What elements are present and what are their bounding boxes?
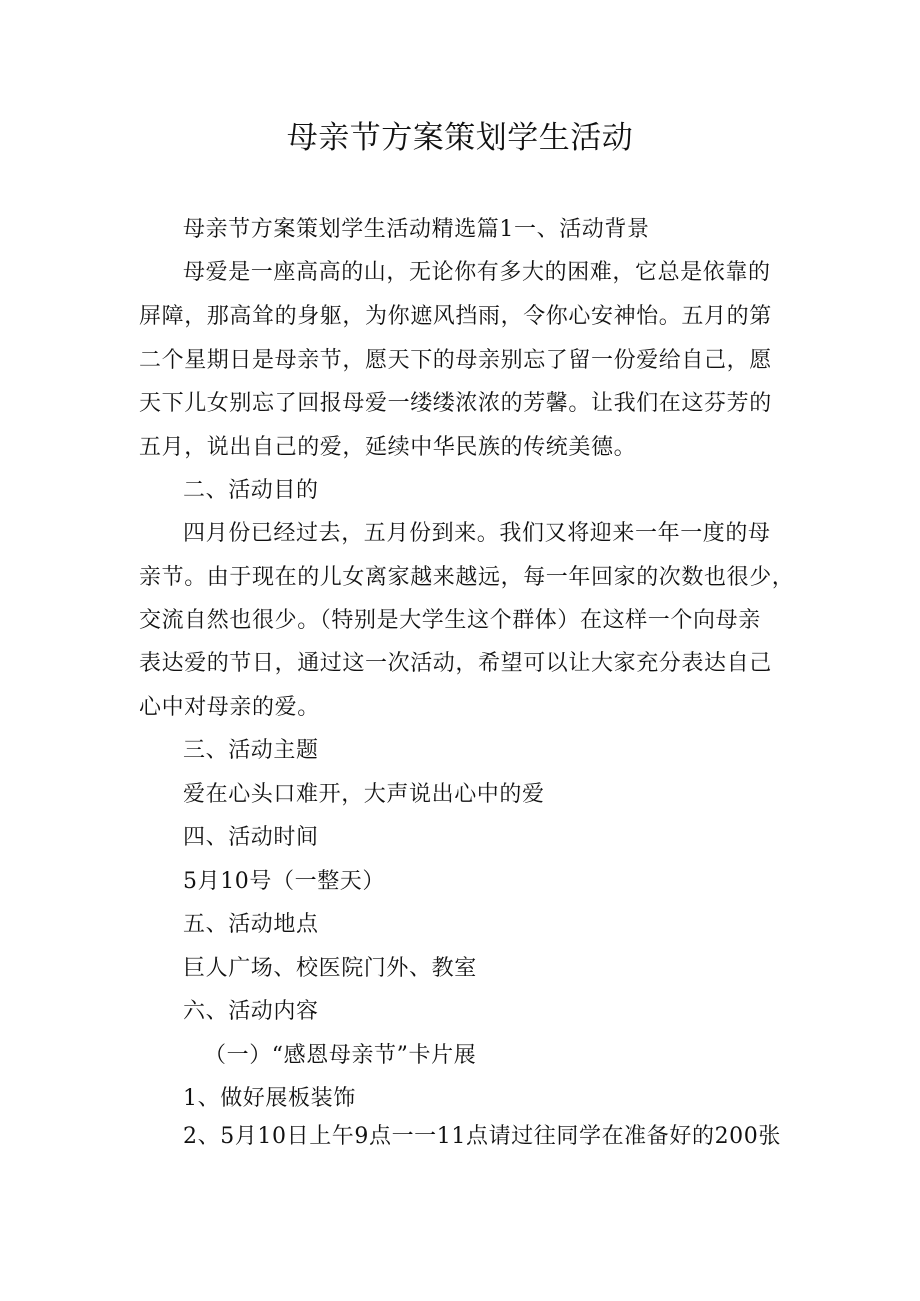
paragraph-line: 屏障，那高耸的身躯，为你遮风挡雨，令你心安神怡。五月的第: [139, 304, 772, 329]
section-heading-purpose: 二、活动目的: [183, 478, 319, 503]
list-item: 2、5月10日上午9点一一11点请过往同学在准备好的200张: [183, 1124, 781, 1149]
list-item: 1、做好展板装饰: [183, 1086, 356, 1111]
paragraph-line: 爱在心头口难开，大声说出心中的爱: [183, 782, 545, 807]
section-heading-background: 母亲节方案策划学生活动精选篇1一、活动背景: [183, 217, 650, 242]
paragraph-line: 亲节。由于现在的儿女离家越来越远，每一年回家的次数也很少，: [139, 565, 795, 590]
paragraph-line: 天下儿女别忘了回报母爱一缕缕浓浓的芳馨。让我们在这芬芳的: [139, 391, 772, 416]
subsection-heading: （一）“感恩母亲节”卡片展: [204, 1043, 477, 1068]
paragraph-line: 母爱是一座高高的山，无论你有多大的困难，它总是依靠的: [183, 260, 771, 285]
paragraph-line: 5月10号（一整天）: [183, 869, 385, 894]
paragraph-line: 四月份已经过去，五月份到来。我们又将迎来一年一度的母: [183, 521, 771, 546]
paragraph-line: 表达爱的节日，通过这一次活动，希望可以让大家充分表达自己: [139, 651, 772, 676]
paragraph-line: 五月，说出自己的爱，延续中华民族的传统美德。: [139, 435, 637, 460]
paragraph-line: 巨人广场、校医院门外、教室: [183, 956, 477, 981]
section-heading-time: 四、活动时间: [183, 825, 319, 850]
section-heading-location: 五、活动地点: [183, 912, 319, 937]
paragraph-line: 心中对母亲的爱。: [139, 695, 320, 720]
section-heading-theme: 三、活动主题: [183, 738, 319, 763]
paragraph-line: 交流自然也很少。（特别是大学生这个群体）在这样一个向母亲: [139, 608, 761, 633]
section-heading-content: 六、活动内容: [183, 999, 319, 1024]
document-title: 母亲节方案策划学生活动: [286, 120, 634, 156]
paragraph-line: 二个星期日是母亲节，愿天下的母亲别忘了留一份爱给自己，愿: [139, 348, 772, 373]
